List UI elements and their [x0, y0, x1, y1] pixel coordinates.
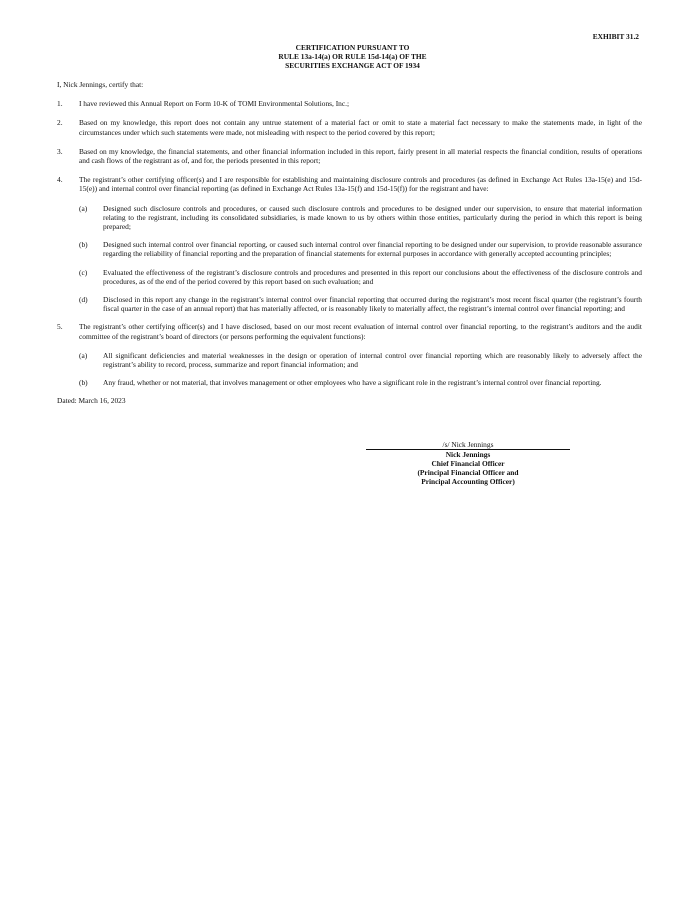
paragraph-1	[57, 99, 642, 108]
signature-line: /s/ Nick Jennings	[366, 440, 570, 450]
paragraph-number: 1.	[57, 99, 63, 109]
paragraph-text: Based on my knowledge, this report does not contain any untrue statement of a material fact or omit to state a material fact necessary to make the statements made, in light of the circumstances under which such statements were made, not misleading with respect to the period covered by this report;	[79, 118, 642, 137]
paragraph-number: 5.	[57, 322, 63, 332]
signature-block	[366, 440, 570, 486]
signer-title-1: Chief Financial Officer	[431, 459, 505, 468]
signer-title-2: (Principal Financial Officer and	[417, 468, 519, 477]
subparagraph-label: (a)	[79, 350, 88, 360]
certification-body	[57, 80, 642, 406]
certification-title	[0, 43, 695, 70]
paragraph-number: 3.	[57, 146, 63, 156]
paragraph-2	[57, 118, 642, 136]
subparagraph-label: (c)	[79, 267, 88, 277]
paragraph-5	[57, 322, 642, 340]
paragraph-4	[57, 175, 642, 193]
signer-name: Nick Jennings	[445, 450, 491, 459]
subparagraph-label: (b)	[79, 378, 88, 388]
paragraph-text: I have reviewed this Annual Report on Form 10-K of TOMI Environmental Solutions, Inc.;	[79, 99, 350, 109]
subparagraph-5a	[79, 351, 642, 369]
subparagraph-4b	[79, 240, 642, 258]
subparagraph-text: Designed such disclosure controls and procedures, or caused such disclosure controls and procedures to be designed under our supervision, to ensure that material information relating to the registrant, including its consolidated subsidiaries, is made known to us by others within those entities, particularly during the period in which this report is being prepared;	[103, 203, 642, 232]
paragraph-text: The registrant’s other certifying officer(s) and I have disclosed, based on our most recent evaluation of internal control over financial reporting, to the registrant’s auditors and the audit committee of the registrant’s board of directors (or persons performing the equivalent functions):	[79, 322, 642, 341]
subparagraph-text: Evaluated the effectiveness of the registrant’s disclosure controls and procedures and presented in this report our conclusions about the effectiveness of the disclosure controls and procedures, as of the end of the period covered by this report based on such evaluation; and	[103, 267, 642, 286]
signer-title-3: Principal Accounting Officer)	[421, 477, 515, 486]
paragraph-number: 2.	[57, 118, 63, 128]
subparagraph-4a	[79, 204, 642, 232]
paragraph-text: The registrant’s other certifying officer(s) and I are responsible for establishing and maintaining disclosure controls and procedures (as defined in Exchange Act Rules 13a-15(e) and 15d-15(e)) and internal control over financial reporting (as defined in Exchange Act Rules 13a-15(f) and 15d-15(f)) for the registrant and have:	[79, 175, 642, 194]
paragraph-number: 4.	[57, 175, 63, 185]
title-line-2: RULE 13a-14(a) OR RULE 15d-14(a) OF THE	[278, 52, 427, 61]
exhibit-label: EXHIBIT 31.2	[592, 32, 639, 41]
paragraph-3	[57, 147, 642, 165]
subparagraph-text: All significant deficiencies and material weaknesses in the design or operation of internal control over financial reporting which are reasonably likely to adversely affect the registrant’s ability to record, process, summarize and report financial information; and	[103, 350, 642, 370]
subparagraph-text: Any fraud, whether or not material, that involves management or other employees who have a significant role in the registrant’s internal control over financial reporting.	[103, 378, 602, 388]
subparagraph-label: (d)	[79, 295, 88, 305]
title-line-1: CERTIFICATION PURSUANT TO	[295, 43, 410, 52]
subparagraph-label: (a)	[79, 203, 88, 213]
subparagraph-text: Designed such internal control over financial reporting, or caused such internal control over financial reporting to be designed under our supervision, to provide reasonable assurance regarding the reliability of financial reporting and the preparation of financial statements for external purposes in accordance with generally accepted accounting principles;	[103, 240, 642, 259]
date-line: Dated: March 16, 2023	[57, 396, 126, 406]
intro-statement: I, Nick Jennings, certify that:	[57, 80, 144, 89]
title-line-3: SECURITIES EXCHANGE ACT OF 1934	[285, 61, 420, 70]
subparagraph-4d	[79, 295, 642, 313]
subparagraph-4c	[79, 268, 642, 286]
subparagraph-label: (b)	[79, 240, 88, 250]
subparagraph-text: Disclosed in this report any change in the registrant’s internal control over financial reporting that occurred during the registrant’s most recent fiscal quarter (the registrant’s fourth fiscal quarter in the case of an annual report) that has materially affected, or is reasonably likely to materially affect, the registrant’s internal control over financial reporting; and	[103, 295, 642, 314]
paragraph-text: Based on my knowledge, the financial statements, and other financial information included in this report, fairly present in all material respects the financial condition, results of operations and cash flows of the registrant as of, and for, the periods presented in this report;	[79, 146, 642, 166]
subparagraph-5b	[79, 378, 642, 387]
